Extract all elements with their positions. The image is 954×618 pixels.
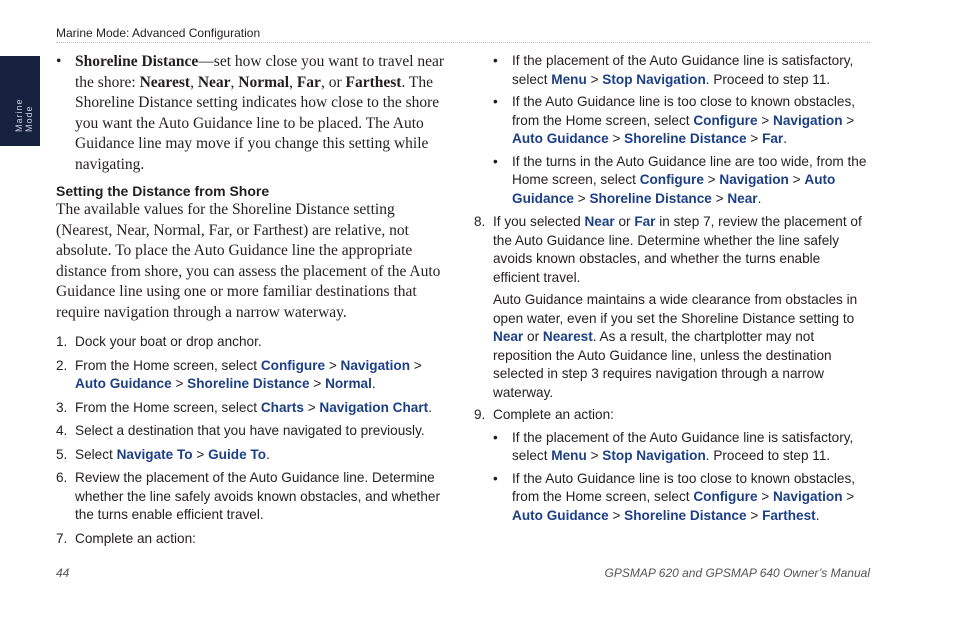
ui-configure: Configure (693, 489, 758, 504)
option-farthest: Farthest (345, 73, 402, 91)
step-number: 4. (56, 423, 68, 438)
bullet-marker: • (493, 153, 498, 169)
option-normal: Normal (238, 73, 290, 91)
term-shoreline-distance: Shoreline Distance (75, 53, 199, 70)
ui-stop-navigation: Stop Navigation (602, 71, 706, 87)
step-number: 6. (56, 470, 68, 485)
action-bullet: • If the Auto Guidance line is too close to known obstacles, from the Home screen, select Configure > Navigation > Auto Guidance > Shoreline Distance > Far. (493, 94, 856, 146)
step-3: 3. From the Home screen, select Charts > Navigation Chart. (56, 399, 451, 418)
step-7: 7. Complete an action: (56, 530, 451, 549)
ui-near: Near (493, 329, 524, 344)
manual-title: GPSMAP 620 and GPSMAP 640 Owner’s Manual (604, 566, 870, 580)
ui-navigate-to: Navigate To (116, 446, 193, 462)
ui-auto-guidance: Auto Guidance (512, 507, 609, 523)
step-2: 2. From the Home screen, select Configure > Navigation > Auto Guidance > Shoreline Distance > Normal. (56, 357, 422, 391)
page-number: 44 (56, 566, 70, 580)
ui-configure: Configure (693, 112, 758, 128)
action-bullet: • If the placement of the Auto Guidance line is satisfactory, select Menu > Stop Navigation. Proceed to step 11. (493, 429, 854, 463)
page-header: Marine Mode: Advanced Configuration (56, 26, 261, 40)
ui-charts: Charts (260, 399, 304, 415)
option-far: Far (296, 73, 321, 91)
ui-configure: Configure (260, 357, 326, 373)
section-heading: Setting the Distance from Shore (56, 183, 270, 199)
ui-auto-guidance: Auto Guidance (512, 172, 836, 206)
section-tab-label: Marine Mode (14, 98, 34, 132)
option-near: Near (197, 73, 231, 91)
section-tab (0, 56, 40, 146)
bullet-marker: • (56, 53, 62, 70)
bullet-marker: • (493, 53, 498, 68)
ui-far: Far (634, 214, 656, 229)
ui-near: Near (727, 190, 758, 206)
step-6: 6. Review the placement of the Auto Guidance line. Determine whether the line safely avoids known obstacles, and whether the turns enable efficient travel. (56, 470, 440, 522)
step-number: 2. (56, 357, 68, 373)
action-bullet: • If the placement of the Auto Guidance line is satisfactory, select Menu > Stop Navigation. Proceed to step 11. (493, 53, 854, 87)
bullet-marker: • (493, 470, 498, 486)
right-column (474, 52, 870, 525)
ui-navigation-chart: Navigation Chart (319, 399, 429, 415)
ui-shoreline-distance: Shoreline Distance (624, 131, 747, 146)
ui-auto-guidance: Auto Guidance (75, 376, 172, 391)
ui-shoreline-distance: Shoreline Distance (624, 507, 747, 523)
step-8-note: Auto Guidance maintains a wide clearance from obstacles in open water, even if you set the Shoreline Distance setting to Near or Nearest. As a result, the chartplotter may not reposition the Auto Guidance line, unless the destination selected in step 3 requires navigation through a narrow waterway. (493, 292, 858, 400)
action-bullet: • If the Auto Guidance line is too close to known obstacles, from the Home screen, select Configure > Navigation > Auto Guidance > Shoreline Distance > Farthest. (493, 470, 856, 523)
step-number: 9. (474, 407, 486, 422)
step-4: 4. Select a destination that you have navigated to previously. (56, 422, 451, 441)
ui-near: Near (584, 214, 615, 229)
option-nearest: Nearest (139, 73, 191, 91)
intro-paragraph: The available values for the Shoreline Distance setting (Nearest, Near, Normal, Far, or Farthest) are relative, not absolute. To place the Auto Guidance line the appropriate distance from shore, you can assess the placement of the Auto Guidance line using one or more familiar destinations that require navigation through a narrow waterway. (56, 201, 441, 321)
ui-shoreline-distance: Shoreline Distance (589, 190, 712, 206)
ui-navigation: Navigation (773, 112, 843, 128)
step-9: 9. Complete an action: (474, 406, 870, 425)
ui-normal: Normal (325, 376, 372, 391)
step-number: 8. (474, 214, 486, 229)
step-1: 1. Dock your boat or drop anchor. (56, 333, 451, 352)
action-bullet: • If the turns in the Auto Guidance line are too wide, from the Home screen, select Configure > Navigation > Auto Guidance > Shoreline Distance > Near. (493, 153, 867, 206)
bullet-marker: • (493, 94, 498, 109)
step-8: 8. If you selected Near or Far in step 7, review the placement of the Auto Guidance line. Determine whether the line safely avoids known obstacles, and whether the turns enable efficient travel. (474, 214, 862, 285)
ui-stop-navigation: Stop Navigation (602, 448, 706, 463)
ui-navigation: Navigation (340, 357, 411, 373)
bullet-marker: • (493, 429, 498, 445)
shoreline-distance-bullet: • Shoreline Distance—set how close you want to travel near the shore: Nearest, Near, Normal, Far, or Farthest. The Shoreline Distance setting indicates how close to the shore you want the Auto Guidance line to be placed. The Auto Guidance line may move if you change this setting while navigating. (56, 53, 445, 173)
step-number: 5. (56, 446, 68, 462)
header-rule (56, 42, 870, 43)
ui-shoreline-distance: Shoreline Distance (187, 376, 310, 391)
ui-menu: Menu (551, 71, 587, 87)
step-5: 5. Select Navigate To > Guide To. (56, 446, 451, 465)
ui-menu: Menu (551, 448, 587, 463)
step-number: 3. (56, 399, 68, 415)
ui-navigation: Navigation (773, 489, 843, 504)
ui-auto-guidance: Auto Guidance (512, 131, 609, 146)
ui-navigation: Navigation (719, 172, 789, 187)
ui-guide-to: Guide To (208, 446, 267, 462)
ui-configure: Configure (639, 172, 704, 187)
step-number: 7. (56, 530, 68, 546)
ui-farthest: Farthest (762, 507, 816, 523)
ui-far: Far (762, 131, 784, 146)
left-column (56, 52, 451, 548)
step-number: 1. (56, 334, 68, 349)
ui-nearest: Nearest (542, 329, 593, 344)
